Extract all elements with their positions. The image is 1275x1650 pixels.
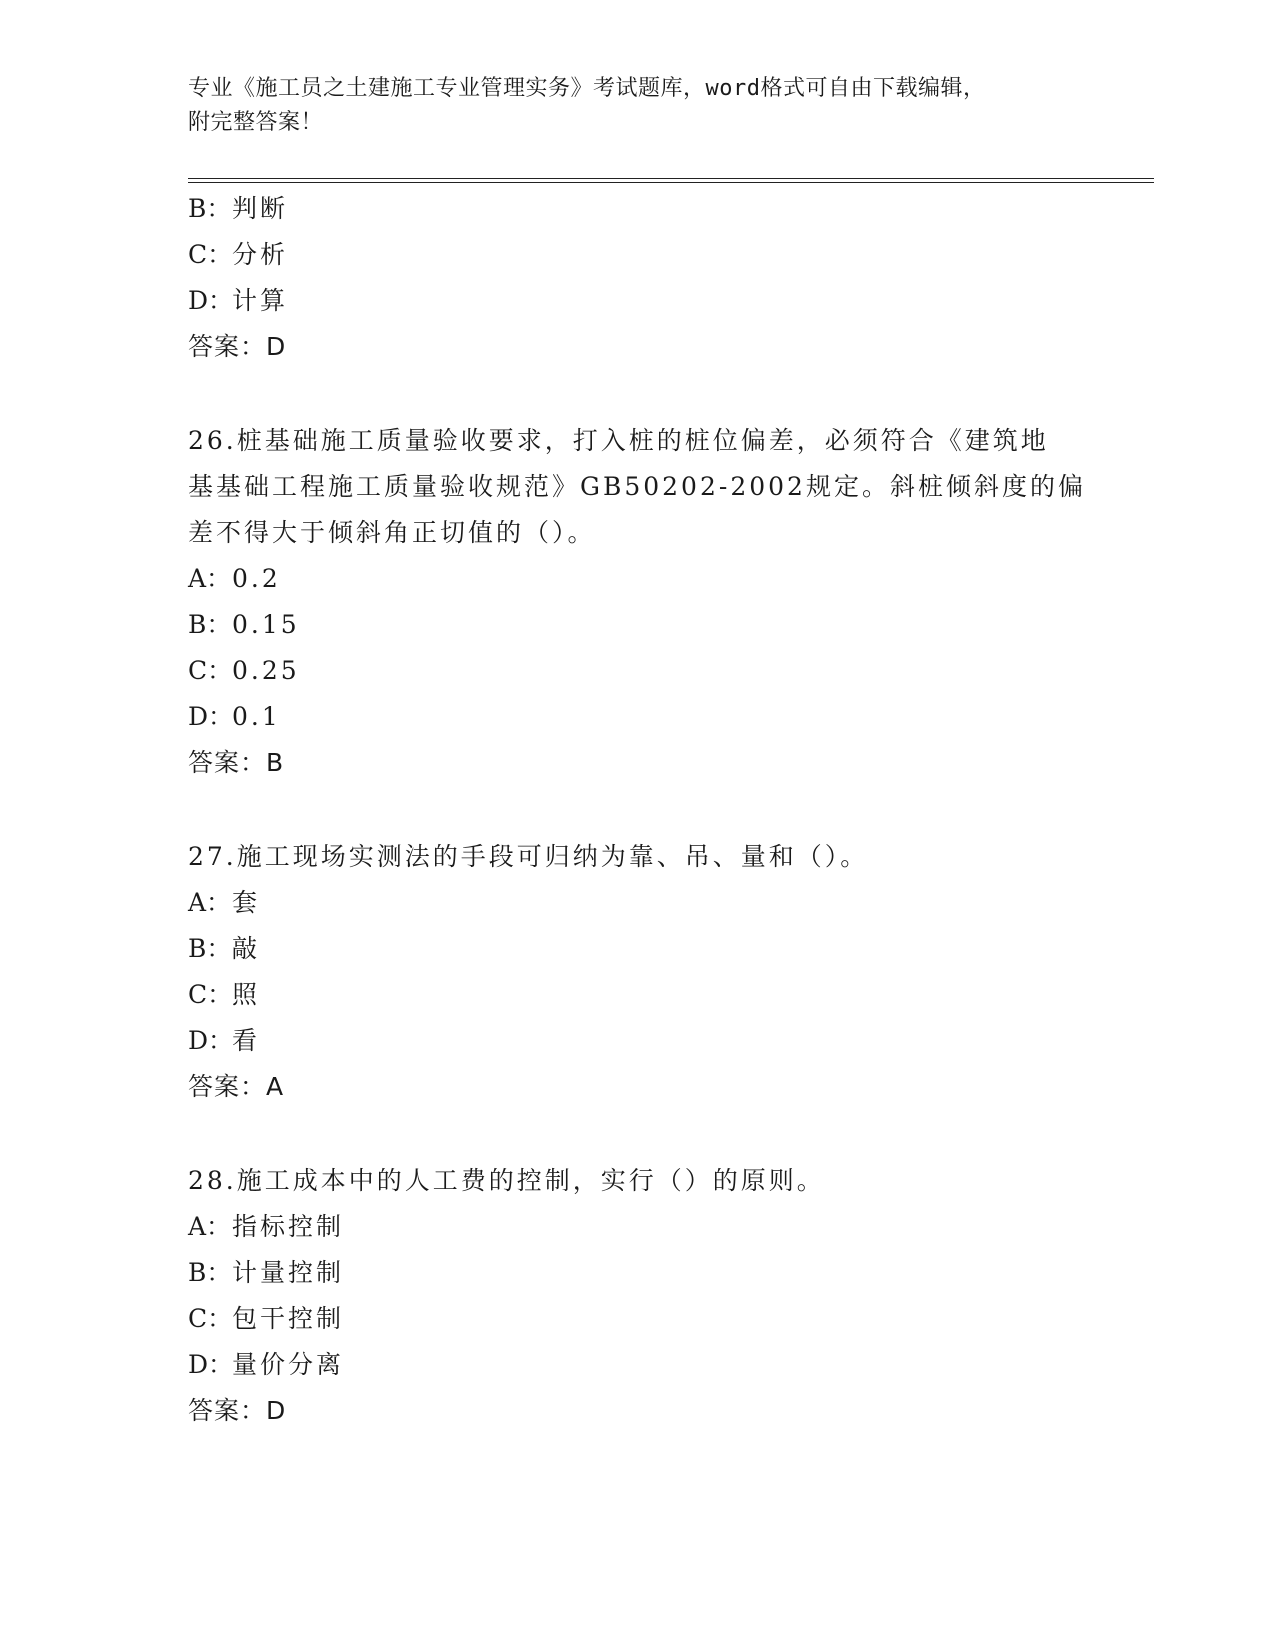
option-a — [188, 1204, 1118, 1250]
option-b — [188, 602, 1118, 648]
option-c — [188, 232, 1118, 278]
option-label: A： — [188, 888, 232, 917]
option-text: 计算 — [232, 286, 289, 315]
option-label: D： — [188, 286, 234, 315]
header-divider-bottom — [188, 182, 1154, 183]
option-text: 判断 — [232, 194, 289, 223]
option-d — [188, 694, 1118, 740]
option-b — [188, 926, 1118, 972]
question-stem-line: 26.桩基础施工质量验收要求，打入桩的桩位偏差，必须符合《建筑地 — [188, 426, 1049, 455]
option-text: 0.1 — [232, 702, 281, 731]
option-label: C： — [188, 240, 233, 269]
header-title-line-1: 专业《施工员之土建施工专业管理实务》考试题库，word格式可自由下载编辑， — [188, 76, 986, 101]
option-text: 敲 — [232, 934, 261, 963]
option-c — [188, 648, 1118, 694]
option-text: 指标控制 — [232, 1212, 345, 1241]
question-block-25-continued — [188, 186, 1118, 370]
option-label: B： — [188, 194, 232, 223]
option-a — [188, 880, 1118, 926]
question-stem-line: 差不得大于倾斜角正切值的（）。 — [188, 518, 596, 547]
question-block-27 — [188, 834, 1118, 1110]
option-text: 分析 — [232, 240, 289, 269]
option-text: 0.25 — [232, 656, 300, 685]
option-d — [188, 1342, 1118, 1388]
option-b — [188, 186, 1118, 232]
option-c — [188, 1296, 1118, 1342]
option-d — [188, 278, 1118, 324]
option-label: D： — [188, 702, 234, 731]
option-a — [188, 556, 1118, 602]
option-label: A： — [188, 564, 232, 593]
option-c — [188, 972, 1118, 1018]
option-text: 包干控制 — [232, 1304, 345, 1333]
option-text: 量价分离 — [232, 1350, 345, 1379]
option-d — [188, 1018, 1118, 1064]
option-text: 套 — [232, 888, 261, 917]
option-text: 0.15 — [232, 610, 300, 639]
question-content — [188, 186, 1118, 1434]
option-text: 看 — [232, 1026, 261, 1055]
question-block-26 — [188, 418, 1118, 786]
question-block-28 — [188, 1158, 1118, 1434]
option-label: C： — [188, 656, 233, 685]
option-text: 照 — [232, 980, 261, 1009]
option-label: B： — [188, 1258, 232, 1287]
answer-line: 答案：B — [188, 748, 285, 777]
header-divider-top — [188, 178, 1154, 179]
answer-line: 答案：D — [188, 332, 287, 361]
option-text: 0.2 — [232, 564, 281, 593]
option-label: D： — [188, 1026, 234, 1055]
answer-line: 答案：D — [188, 1396, 287, 1425]
question-stem-line: 基基础工程施工质量验收规范》GB50202-2002规定。斜桩倾斜度的偏 — [188, 472, 1086, 501]
option-b — [188, 1250, 1118, 1296]
option-text: 计量控制 — [232, 1258, 345, 1287]
question-stem-line: 28.施工成本中的人工费的控制，实行（）的原则。 — [188, 1166, 825, 1195]
page-header — [188, 72, 1088, 140]
option-label: B： — [188, 610, 232, 639]
option-label: C： — [188, 980, 233, 1009]
question-stem-line: 27.施工现场实测法的手段可归纳为靠、吊、量和（）。 — [188, 842, 869, 871]
option-label: B： — [188, 934, 232, 963]
option-label: D： — [188, 1350, 234, 1379]
option-label: C： — [188, 1304, 233, 1333]
header-title-line-2: 附完整答案！ — [188, 110, 324, 135]
answer-line: 答案：A — [188, 1072, 285, 1101]
option-label: A： — [188, 1212, 232, 1241]
